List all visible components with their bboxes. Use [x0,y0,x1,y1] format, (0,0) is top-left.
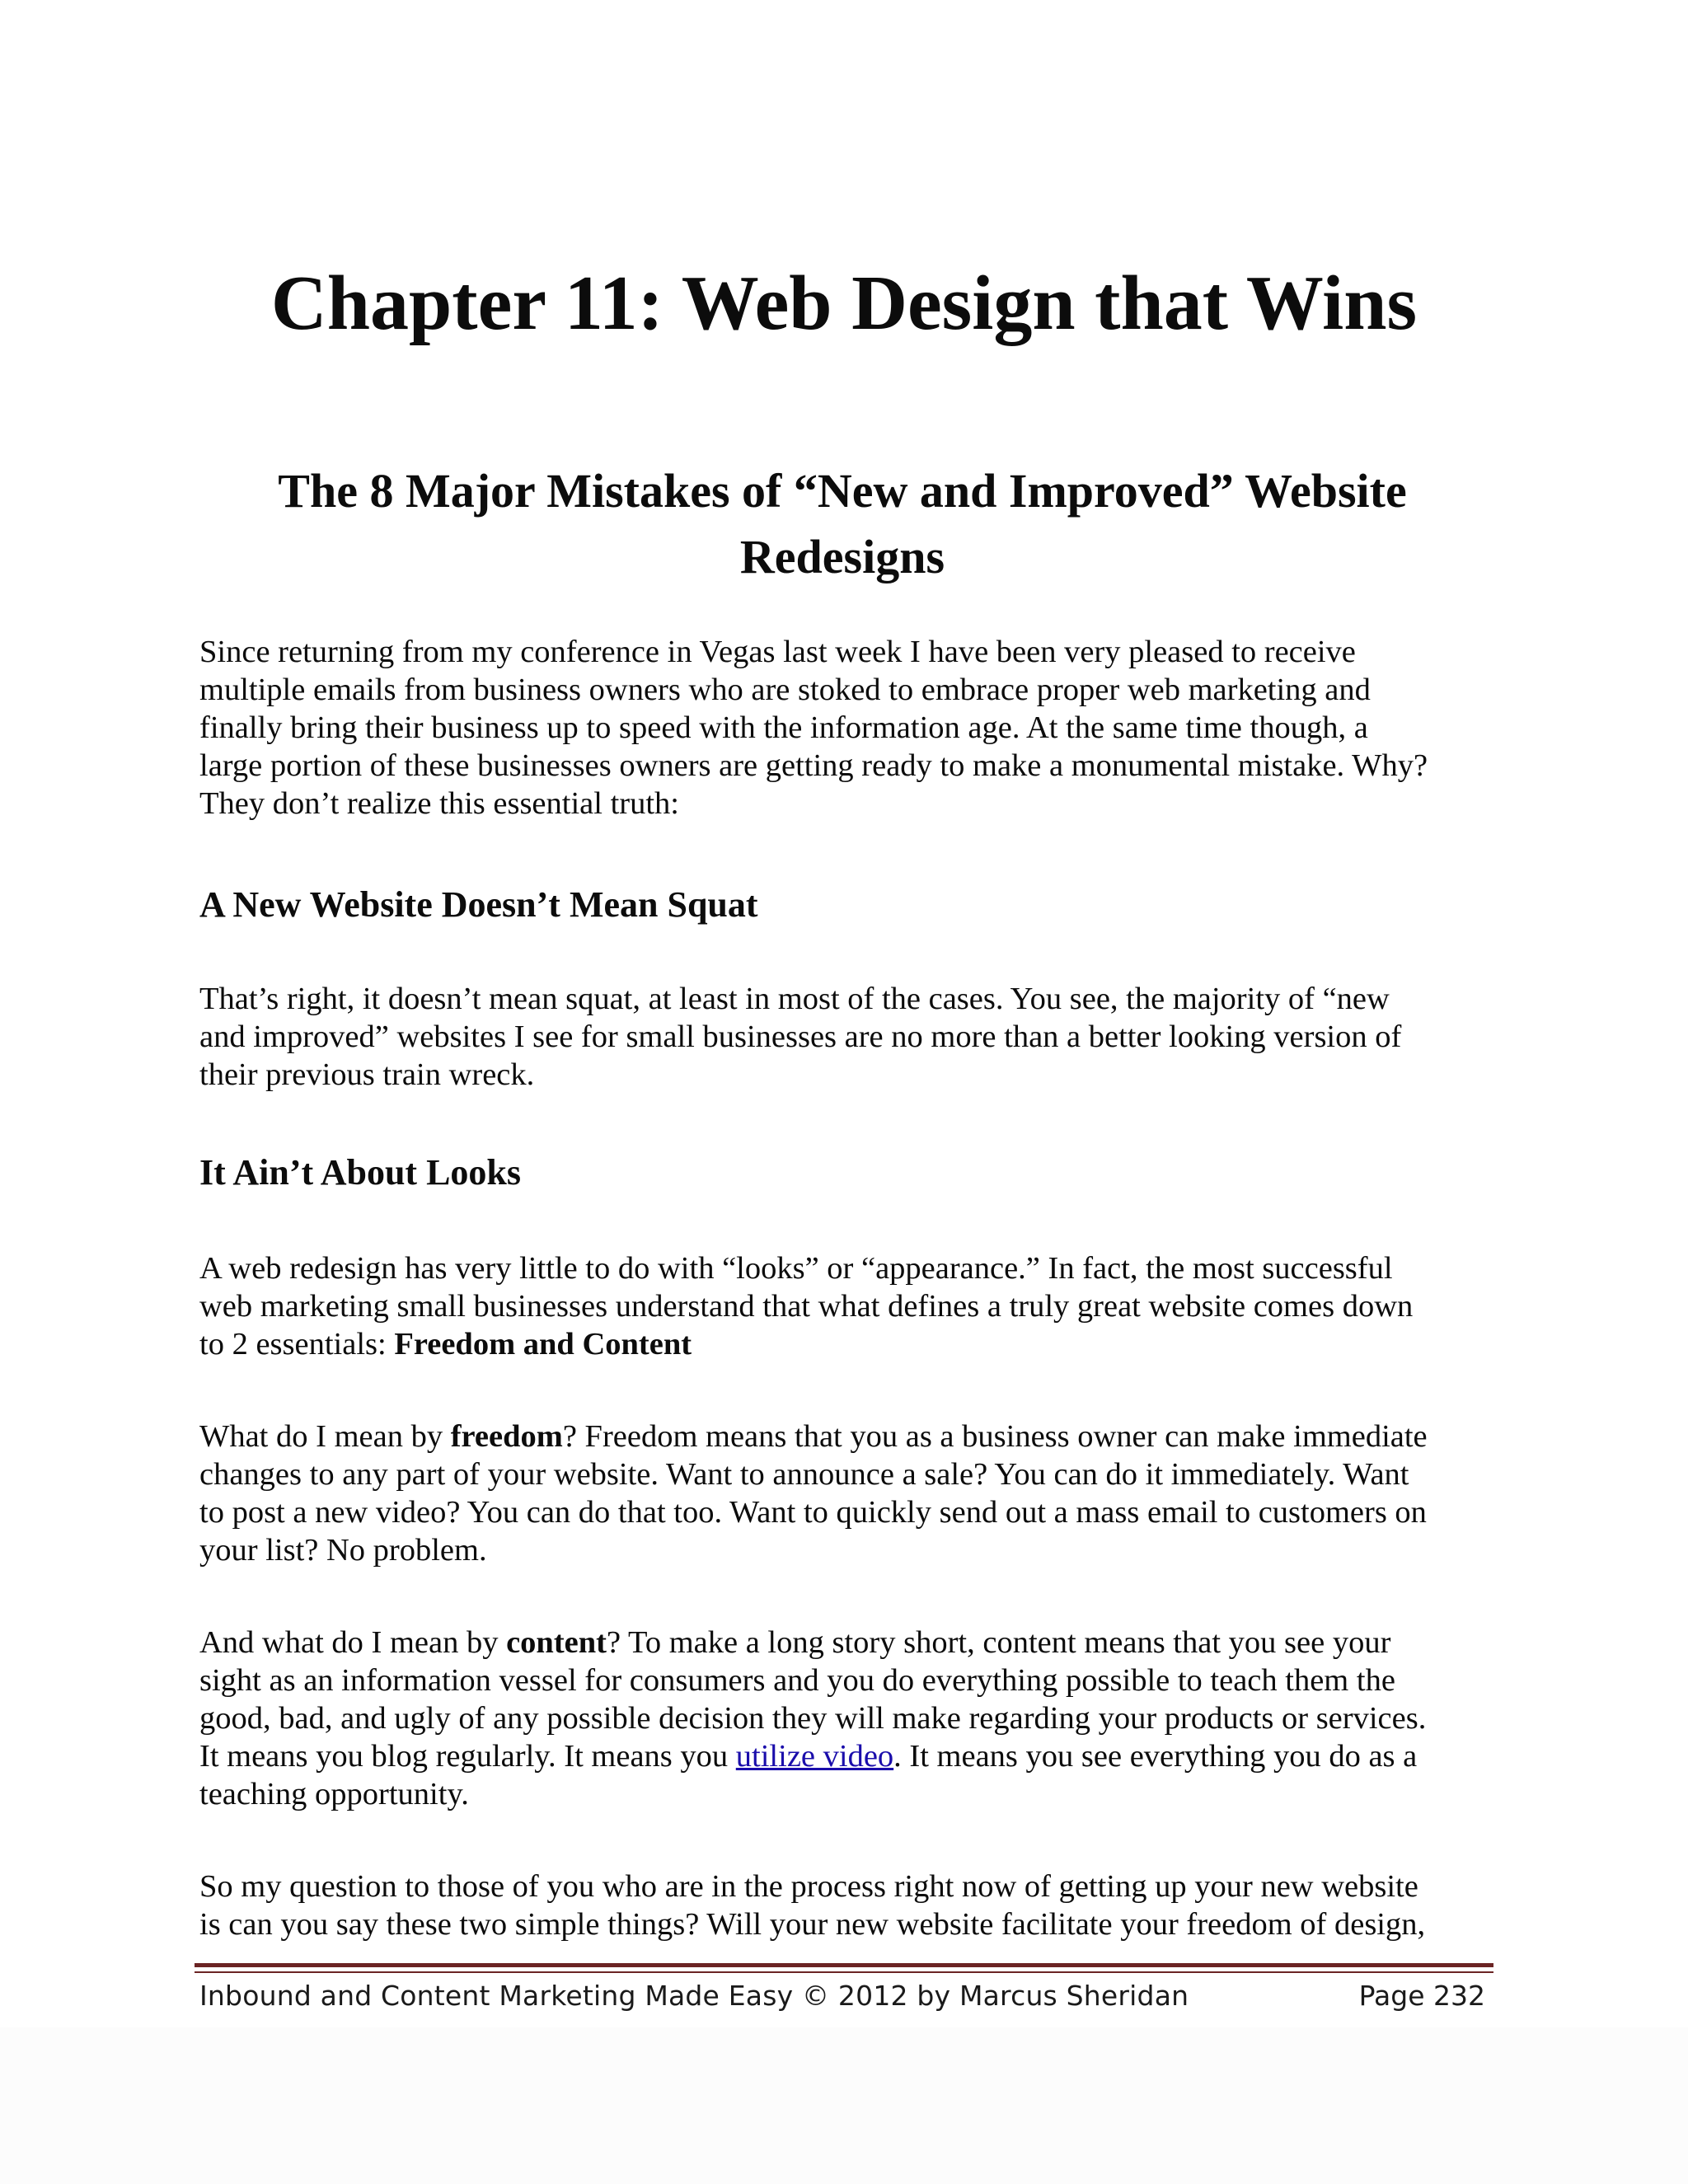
paragraph-line: teaching opportunity. [199,1777,469,1811]
heading-looks: It Ain’t About Looks [199,1152,522,1193]
section-title-line-1: The 8 Major Mistakes of “New and Improved” Website [278,464,1407,518]
paragraph-line: A web redesign has very little to do with “looks” or “appearance.” In fact, the most successful [199,1251,1393,1286]
paragraph-line-suffix: ? Freedom means that you as a business owner can make immediate [562,1419,1428,1454]
paragraph-line: finally bring their business up to speed with the information age. At the same time though, a [199,710,1368,745]
heading-new-website: A New Website Doesn’t Mean Squat [199,884,758,925]
squat-paragraph [199,980,1498,1094]
freedom-paragraph [199,1418,1498,1569]
paragraph-line: their previous train wreck. [199,1057,535,1092]
paragraph-line: large portion of these businesses owners are getting ready to make a monumental mistake. Why? [199,748,1428,783]
content-paragraph [199,1624,1498,1813]
footer-divider-thin [195,1971,1493,1973]
paragraph-line: multiple emails from business owners who are stoked to embrace proper web marketing and [199,673,1371,707]
page-number: Page 232 [1358,1980,1485,2012]
paragraph-line: changes to any part of your website. Want to announce a sale? You can do it immediately. Want [199,1457,1409,1492]
paragraph-line-prefix: to 2 essentials: [199,1327,395,1361]
bold-word: freedom [450,1419,563,1454]
paragraph-line: is can you say these two simple things? Will your new website facilitate your freedom of design, [199,1907,1426,1942]
paragraph-line-prefix: It means you blog regularly. It means you [199,1739,736,1774]
paragraph-line-prefix: What do I mean by [199,1419,451,1454]
section-title-line-2: Redesigns [739,530,945,583]
bold-phrase: Freedom and Content [394,1327,692,1361]
bottom-margin [0,2027,1688,2184]
intro-paragraph [199,633,1498,823]
section-title [199,458,1485,590]
paragraph-line-prefix: And what do I mean by [199,1625,507,1660]
paragraph-line: They don’t realize this essential truth: [199,786,679,821]
utilize-video-link[interactable]: utilize video [735,1739,894,1774]
paragraph-line-suffix: ? To make a long story short, content means that you see your [607,1625,1391,1660]
paragraph-line: to post a new video? You can do that too. Want to quickly send out a mass email to customers on [199,1495,1427,1530]
paragraph-line: sight as an information vessel for consumers and you do everything possible to teach them the [199,1663,1395,1698]
paragraph-line: your list? No problem. [199,1533,487,1568]
chapter-title: Chapter 11: Web Design that Wins [270,260,1418,346]
paragraph-line: web marketing small businesses understand that what defines a truly great website comes down [199,1289,1414,1324]
paragraph-line: good, bad, and ugly of any possible decision they will make regarding your products or services. [199,1701,1427,1736]
bold-word: content [506,1625,607,1660]
footer-copyright: Inbound and Content Marketing Made Easy © 2012 by Marcus Sheridan [199,1980,1189,2012]
paragraph-line: That’s right, it doesn’t mean squat, at least in most of the cases. You see, the majority of “new [199,982,1390,1016]
paragraph-line: So my question to those of you who are in the process right now of getting up your new website [199,1869,1418,1904]
paragraph-line-suffix: . It means you see everything you do as a [893,1739,1418,1774]
footer-divider [195,1963,1493,1967]
question-paragraph [199,1868,1498,1943]
looks-paragraph [199,1249,1498,1363]
paragraph-line: Since returning from my conference in Vegas last week I have been very pleased to receive [199,635,1356,669]
paragraph-line: and improved” websites I see for small businesses are no more than a better looking version of [199,1019,1402,1054]
